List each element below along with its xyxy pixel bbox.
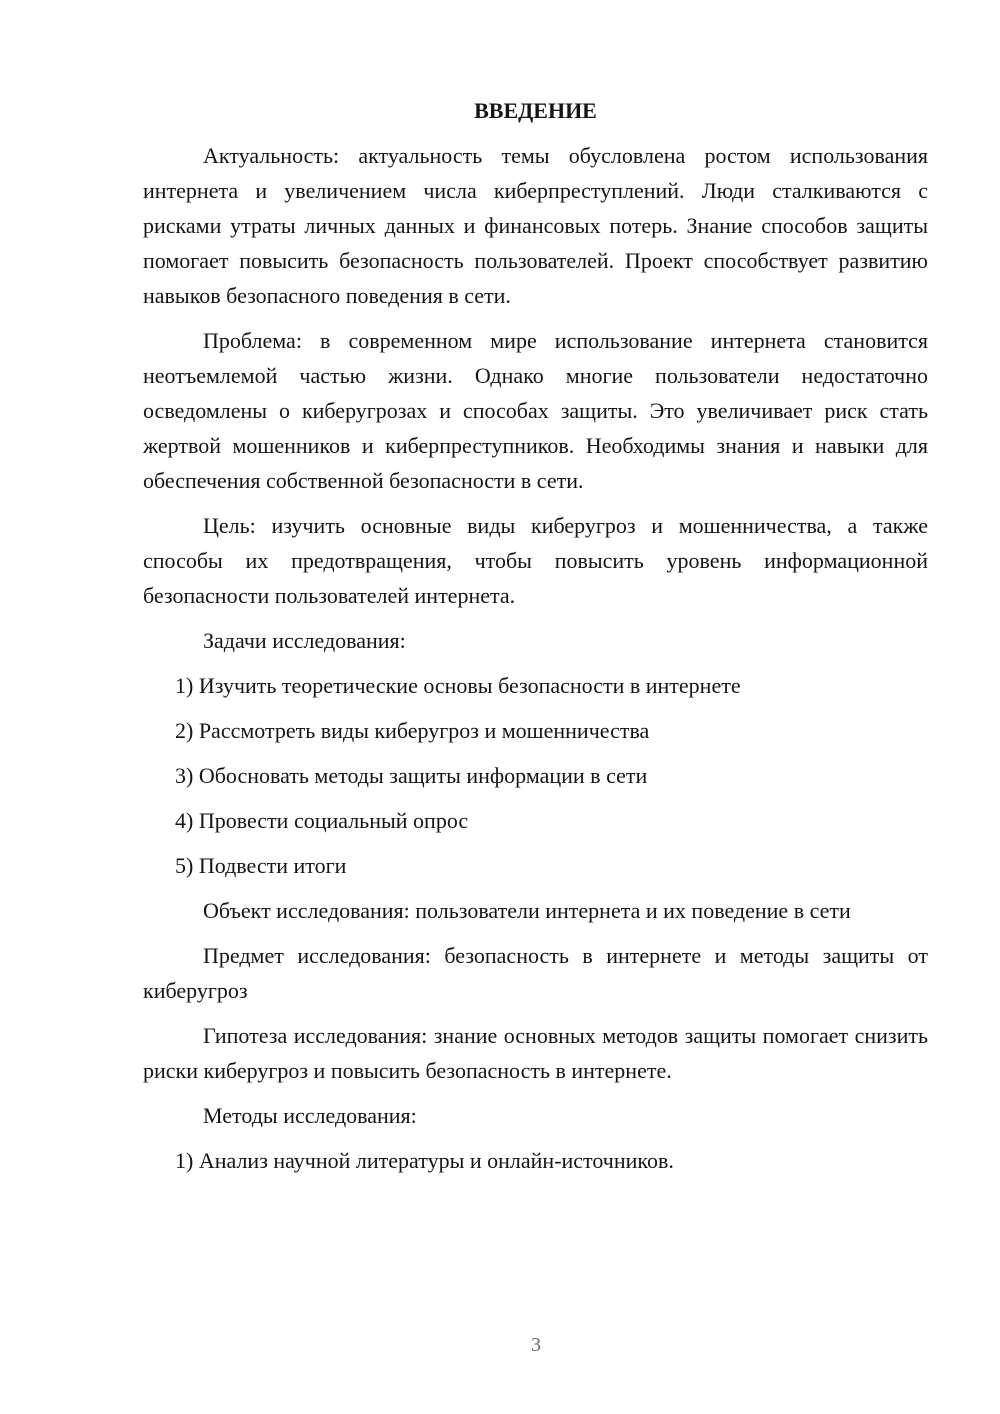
tasks-list: [143, 668, 928, 883]
tasks-heading: Задачи исследования:: [203, 628, 406, 653]
object-paragraph: Объект исследования: пользователи интернета и их поведение в сети: [203, 898, 851, 923]
subject-paragraph: Предмет исследования: безопасность в интернете и методы защиты от киберугроз: [143, 943, 928, 1003]
task-item: 1) Изучить теоретические основы безопасности в интернете: [175, 673, 741, 698]
page-content: [143, 96, 928, 1188]
methods-list: [143, 1143, 928, 1178]
task-item: 3) Обосновать методы защиты информации в сети: [175, 763, 648, 788]
hypothesis-paragraph: Гипотеза исследования: знание основных методов защиты помогает снизить риски киберугроз и повысить безопасность в интернете.: [143, 1023, 928, 1083]
task-item: 2) Рассмотреть виды киберугроз и мошенничества: [175, 718, 650, 743]
methods-heading: Методы исследования:: [203, 1103, 417, 1128]
problem-paragraph: Проблема: в современном мире использование интернета становится неотъемлемой частью жизни. Однако многие пользователи недостаточно осведомлены о киберугрозах и способах защиты. Это увеличивает риск стать жертвой мошенников и киберпреступников. Необходимы знания и навыки для обеспечения собственной безопасности в сети.: [143, 328, 928, 493]
task-item: 5) Подвести итоги: [175, 853, 347, 878]
task-item: 4) Провести социальный опрос: [175, 808, 469, 833]
section-title: ВВЕДЕНИЕ: [474, 98, 597, 123]
method-item: 1) Анализ научной литературы и онлайн-источников.: [175, 1148, 674, 1173]
page-number: 3: [531, 1334, 541, 1356]
relevance-paragraph: Актуальность: актуальность темы обусловлена ростом использования интернета и увеличением числа киберпреступлений. Люди сталкиваются с рисками утраты личных данных и финансовых потерь. Знание способов защиты помогает повысить безопасность пользователей. Проект способствует развитию навыков безопасного поведения в сети.: [143, 143, 928, 308]
goal-paragraph: Цель: изучить основные виды киберугроз и мошенничества, а также способы их предотвращения, чтобы повысить уровень информационной безопасности пользователей интернета.: [143, 513, 928, 608]
